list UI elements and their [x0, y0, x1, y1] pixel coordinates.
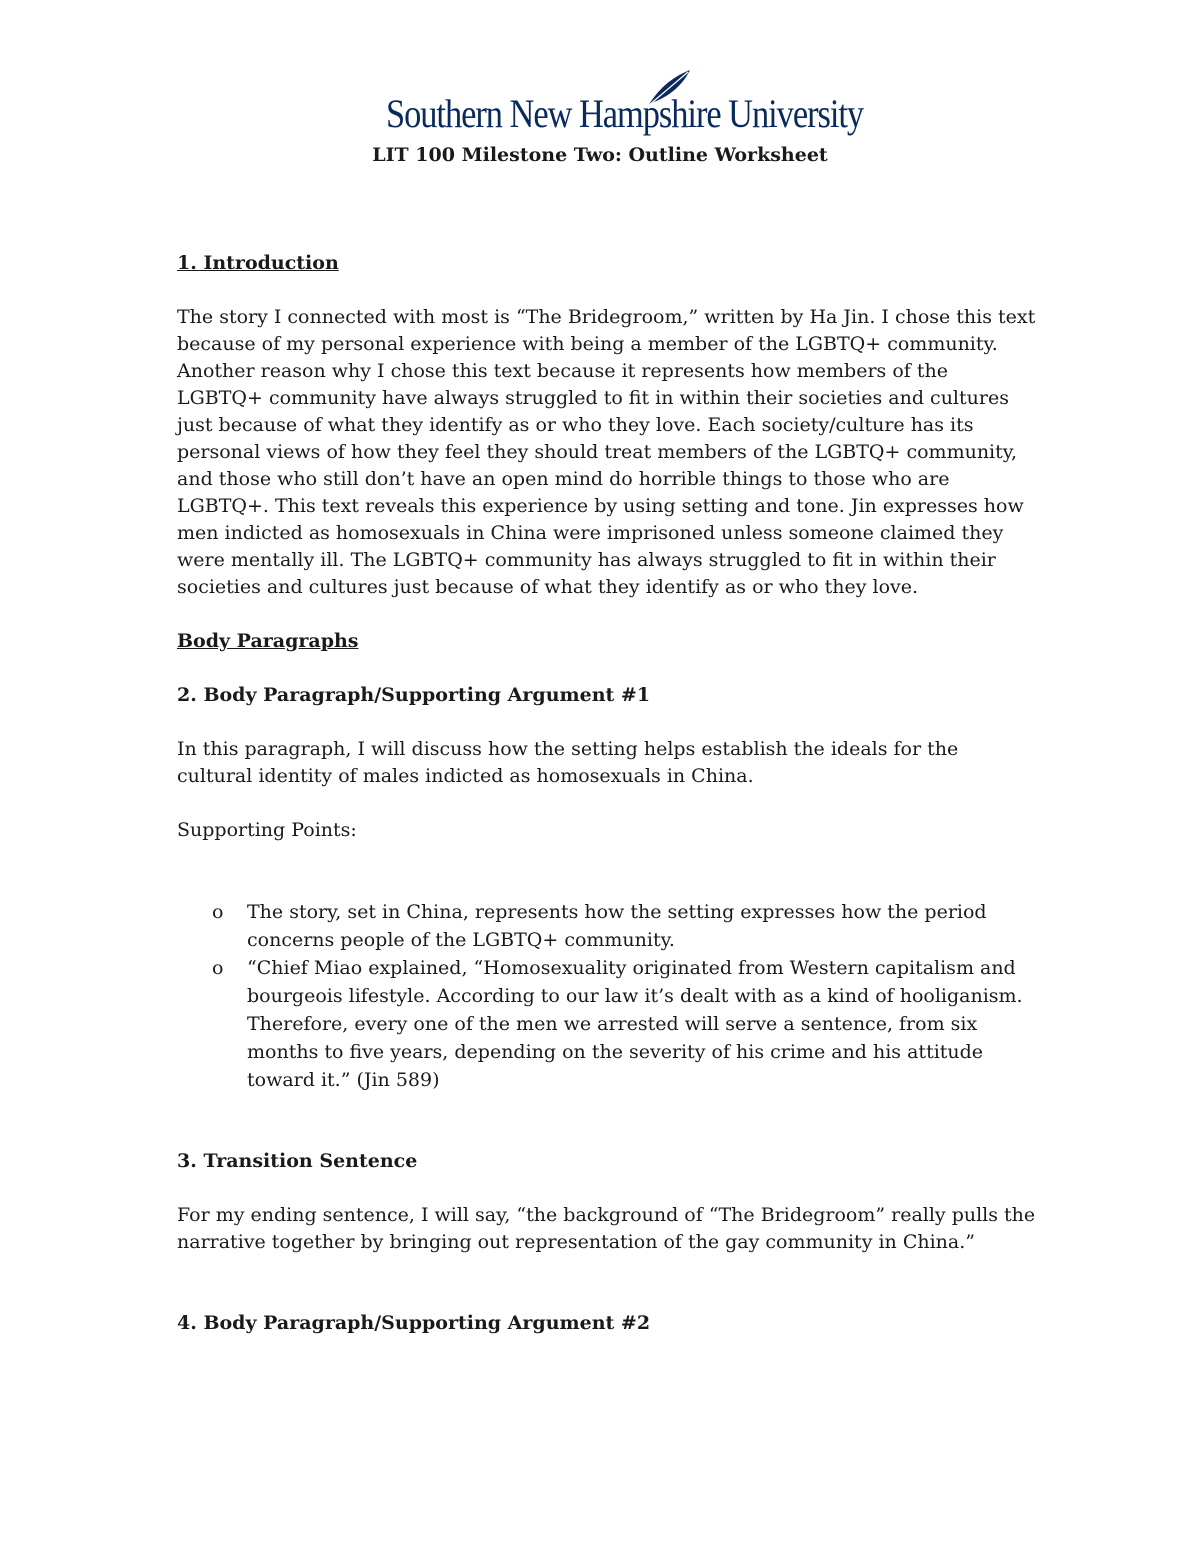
- body-paragraphs-heading: Body Paragraphs: [177, 630, 359, 652]
- document-body: [177, 250, 1037, 1337]
- list-item: [177, 954, 1037, 1094]
- logo-wordmark: Southern New Hampshire University: [386, 91, 864, 136]
- introduction-paragraph: The story I connected with most is “The Bridegroom,” written by Ha Jin. I chose this text because of my personal experience with being a member of the LGBTQ+ community. Another reason why I chose this text because it represents how members of the LGBTQ+ community have always struggled to fit in within their societies and cultures just because of what they identify as or who they love. Each society/culture has its personal views of how they feel they should treat members of the LGBTQ+ community, and those who still don’t have an open mind do horrible things to those who are LGBTQ+. This text reveals this experience by using setting and tone. Jin expresses how men indicted as homosexuals in China were imprisoned unless someone claimed they were mentally ill. The LGBTQ+ community has always struggled to fit in within their societies and cultures just because of what they identify as or who they love.: [177, 306, 1036, 598]
- document-title: LIT 100 Milestone Two: Outline Worksheet: [372, 144, 828, 166]
- body-paragraph-2-heading: 4. Body Paragraph/Supporting Argument #2: [177, 1312, 651, 1334]
- transition-paragraph: For my ending sentence, I will say, “the background of “The Bridegroom” really pulls the narrative together by bringing out representation of the gay community in China.”: [177, 1204, 1036, 1253]
- transition-heading: 3. Transition Sentence: [177, 1150, 418, 1172]
- supporting-points-label: Supporting Points:: [177, 819, 357, 841]
- bullet-marker: o: [212, 901, 224, 923]
- introduction-heading: 1. Introduction: [177, 252, 339, 274]
- bullet-marker: o: [212, 957, 224, 979]
- supporting-point-text: “Chief Miao explained, “Homosexuality originated from Western capitalism and bourgeois lifestyle. According to our law it’s dealt with as a kind of hooliganism. Therefore, every one of the men we arrested will serve a sentence, from six months to five years, depending on the severity of his crime and his attitude toward it.” (Jin 589): [247, 957, 1023, 1091]
- body-paragraph-1-text: In this paragraph, I will discuss how the setting helps establish the ideals for the cultural identity of males indicted as homosexuals in China.: [177, 738, 959, 787]
- supporting-points-list: [177, 898, 1037, 1094]
- body-paragraph-1-heading: 2. Body Paragraph/Supporting Argument #1: [177, 684, 651, 706]
- supporting-point-text: The story, set in China, represents how the setting expresses how the period concerns people of the LGBTQ+ community.: [247, 901, 987, 951]
- university-logo: [386, 68, 864, 138]
- list-item: [177, 898, 1037, 954]
